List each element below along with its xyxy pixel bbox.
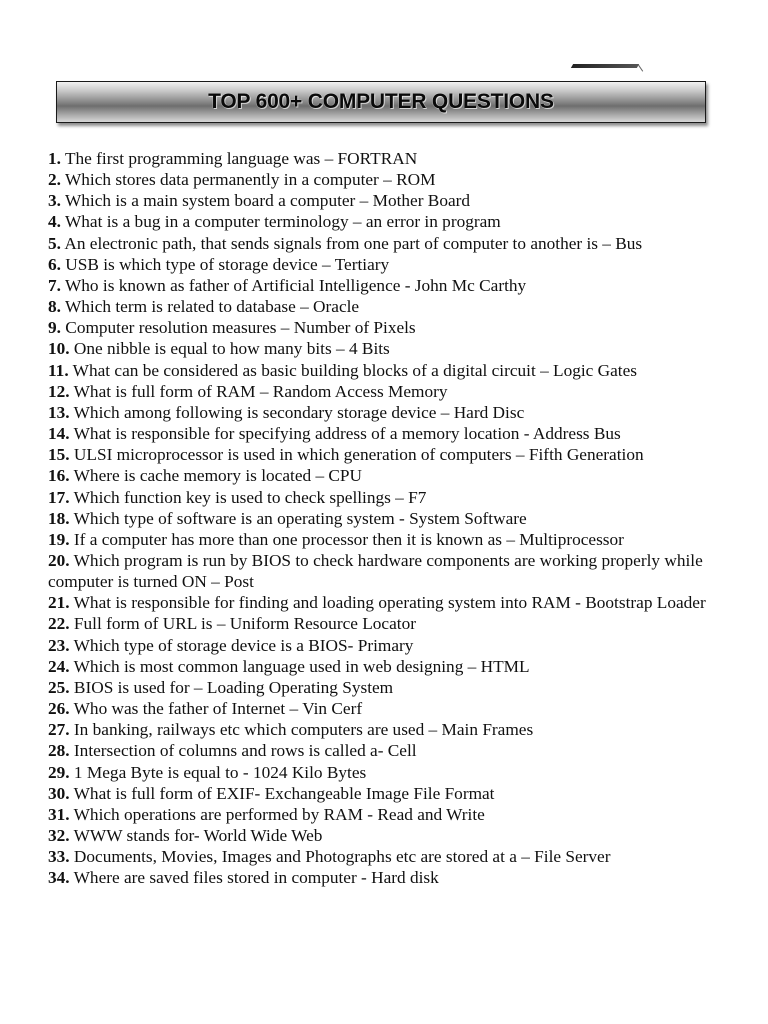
question-item (48, 338, 738, 359)
question-item (48, 275, 738, 296)
question-text: In banking, railways etc which computers are used – Main Frames (69, 720, 534, 740)
question-item (48, 296, 738, 317)
question-number: 23. (48, 635, 70, 655)
question-list (48, 148, 738, 888)
question-item (48, 402, 738, 423)
question-text: What is full form of RAM – Random Access Memory (69, 381, 448, 401)
question-text: BIOS is used for – Loading Operating System (69, 677, 394, 697)
question-text: Intersection of columns and rows is called a- Cell (69, 741, 417, 761)
question-item (48, 635, 738, 656)
corner-decoration (571, 64, 639, 68)
question-number: 17. (48, 487, 70, 507)
question-number: 13. (48, 402, 70, 422)
question-number: 11. (48, 360, 69, 380)
question-text: USB is which type of storage device – Tertiary (60, 254, 390, 274)
question-number: 9. (48, 318, 61, 338)
question-text: If a computer has more than one processor then it is known as – Multiprocessor (69, 529, 624, 549)
question-text: What can be considered as basic building blocks of a digital circuit – Logic Gates (68, 360, 638, 380)
question-text: What is responsible for specifying address of a memory location - Address Bus (69, 424, 621, 444)
question-text: Which among following is secondary storage device – Hard Disc (69, 402, 525, 422)
question-text: Who was the father of Internet – Vin Cerf (69, 699, 363, 719)
question-number: 26. (48, 699, 70, 719)
question-item (48, 444, 738, 465)
question-number: 7. (48, 275, 61, 295)
question-text: The first programming language was – FORTRAN (60, 149, 418, 168)
question-number: 22. (48, 614, 70, 634)
question-item (48, 592, 738, 613)
corner-decoration-tick (638, 64, 643, 71)
question-text: Which type of storage device is a BIOS- Primary (69, 635, 414, 655)
question-item (48, 317, 738, 338)
question-item (48, 529, 738, 550)
question-text: 1 Mega Byte is equal to - 1024 Kilo Bytes (69, 762, 367, 782)
question-item (48, 508, 738, 529)
question-item (48, 550, 738, 592)
question-number: 12. (48, 381, 70, 401)
question-item (48, 169, 738, 190)
question-text: An electronic path, that sends signals from one part of computer to another is – Bus (60, 233, 643, 253)
question-number: 14. (48, 424, 70, 444)
question-item (48, 148, 738, 169)
question-item (48, 487, 738, 508)
question-number: 10. (48, 339, 70, 359)
question-number: 1. (48, 149, 61, 168)
question-item (48, 656, 738, 677)
question-item (48, 423, 738, 444)
question-item (48, 698, 738, 719)
question-item (48, 867, 738, 888)
question-text: Computer resolution measures – Number of Pixels (60, 318, 416, 338)
question-text: ULSI microprocessor is used in which generation of computers – Fifth Generation (69, 445, 644, 465)
question-number: 3. (48, 191, 61, 211)
question-text: Which term is related to database – Oracle (60, 297, 360, 317)
question-item (48, 783, 738, 804)
question-text: Who is known as father of Artificial Intelligence - John Mc Carthy (60, 275, 527, 295)
title-banner (56, 81, 706, 123)
question-text: What is responsible for finding and loading operating system into RAM - Bootstrap Loader (69, 593, 706, 613)
question-text: Which operations are performed by RAM - Read and Write (69, 804, 485, 824)
question-number: 15. (48, 445, 70, 465)
question-text: Where are saved files stored in computer - Hard disk (69, 868, 439, 888)
question-item (48, 825, 738, 846)
question-item (48, 762, 738, 783)
question-number: 25. (48, 677, 70, 697)
question-item (48, 360, 738, 381)
question-number: 5. (48, 233, 61, 253)
question-item (48, 254, 738, 275)
question-number: 20. (48, 550, 70, 570)
question-item (48, 233, 738, 254)
question-text: Which is a main system board a computer – Mother Board (60, 191, 471, 211)
question-item (48, 190, 738, 211)
question-text: One nibble is equal to how many bits – 4 Bits (69, 339, 390, 359)
question-number: 21. (48, 593, 70, 613)
question-item (48, 211, 738, 232)
question-number: 30. (48, 783, 70, 803)
question-item (48, 846, 738, 867)
question-text: Where is cache memory is located – CPU (69, 466, 363, 486)
question-number: 32. (48, 826, 70, 845)
question-text: What is a bug in a computer terminology – an error in program (60, 212, 501, 232)
question-number: 6. (48, 254, 61, 274)
question-text: WWW stands for- World Wide Web (69, 826, 323, 845)
question-number: 27. (48, 720, 70, 740)
question-item (48, 804, 738, 825)
question-number: 8. (48, 297, 61, 317)
question-text: What is full form of EXIF- Exchangeable Image File Format (69, 783, 495, 803)
question-number: 33. (48, 847, 70, 867)
question-number: 31. (48, 804, 70, 824)
question-number: 34. (48, 868, 70, 888)
question-number: 28. (48, 741, 70, 761)
question-text: Which stores data permanently in a computer – ROM (60, 170, 436, 190)
question-item (48, 740, 738, 761)
question-text: Documents, Movies, Images and Photographs etc are stored at a – File Server (69, 847, 611, 867)
question-number: 24. (48, 656, 70, 676)
page-title: TOP 600+ COMPUTER QUESTIONS (208, 90, 554, 113)
question-number: 2. (48, 170, 61, 190)
question-item (48, 465, 738, 486)
question-text: Which program is run by BIOS to check hardware components are working properly while computer is turned ON – Post (48, 550, 703, 592)
question-number: 19. (48, 529, 70, 549)
question-text: Which is most common language used in web designing – HTML (69, 656, 530, 676)
question-item (48, 613, 738, 634)
question-text: Full form of URL is – Uniform Resource Locator (69, 614, 416, 634)
question-text: Which function key is used to check spellings – F7 (69, 487, 427, 507)
question-number: 16. (48, 466, 70, 486)
question-item (48, 677, 738, 698)
question-text: Which type of software is an operating system - System Software (69, 508, 527, 528)
question-number: 4. (48, 212, 61, 232)
question-number: 29. (48, 762, 70, 782)
question-number: 18. (48, 508, 70, 528)
question-item (48, 719, 738, 740)
question-item (48, 381, 738, 402)
